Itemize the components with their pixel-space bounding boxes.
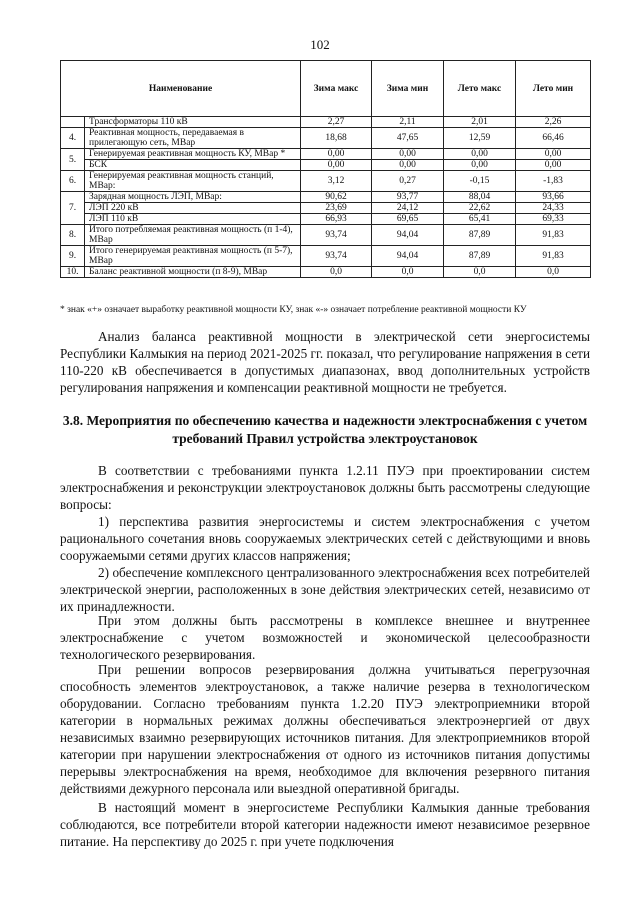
cell-value: 69,33 xyxy=(516,214,591,225)
cell-value: -0,15 xyxy=(444,171,516,192)
reactive-power-table xyxy=(60,60,591,278)
row-name: Зарядная мощность ЛЭП, МВар: xyxy=(85,192,301,203)
row-name: ЛЭП 220 кВ xyxy=(85,203,301,214)
table-row xyxy=(61,192,591,203)
body-paragraph: При этом должны быть рассмотрены в комплексе внешнее и внутреннее электроснабжение с учетом возможностей и экономической целесообразности технологического резервирования. xyxy=(60,613,590,662)
row-index: 8. xyxy=(61,225,85,246)
cell-value: 0,00 xyxy=(301,160,372,171)
cell-value: 12,59 xyxy=(444,128,516,149)
table-row xyxy=(61,225,591,246)
body-paragraph: При решении вопросов резервирования должна учитываться перегрузочная способность элементов электроустановок, а также наличие резерва в технологическом оборудовании. Согласно требованиям пункта 1.2.20 ПУЭ электроприемники второй категории в нормальных режимах должны обеспечиваться электроэнергией от двух независимых взаимно резервирующих источников питания. Для электроприемников второй категории при нарушении электроснабжения от одного из источников питания допустимы перерывы электроснабжения на время, необходимое для включения резервного питания действиями дежурного персонала или выездной оперативной бригады. xyxy=(60,662,590,796)
body-paragraph: 1) перспектива развития энергосистемы и систем электроснабжения с учетом рационального сочетания вновь сооружаемых электрических сетей с действующими и вновь сооружаемыми сетями других классов напряжения; xyxy=(60,514,590,563)
cell-value: 87,89 xyxy=(444,246,516,267)
col-header-winter-max: Зима макс xyxy=(301,61,372,117)
row-index: 4. xyxy=(61,128,85,149)
cell-value: 0,0 xyxy=(516,267,591,278)
row-index: 7. xyxy=(61,192,85,225)
table-footnote: * знак «+» означает выработку реактивной мощности КУ, знак «-» означает потребление реактивной мощности КУ xyxy=(60,305,527,315)
cell-value: 93,74 xyxy=(301,225,372,246)
cell-value: 0,00 xyxy=(372,160,444,171)
row-name: Генерируемая реактивная мощность станций, МВар: xyxy=(85,171,301,192)
cell-value: 0,00 xyxy=(516,160,591,171)
cell-value: 93,66 xyxy=(516,192,591,203)
cell-value: 0,00 xyxy=(444,149,516,160)
cell-value: 23,69 xyxy=(301,203,372,214)
cell-value: 24,33 xyxy=(516,203,591,214)
cell-value: 18,68 xyxy=(301,128,372,149)
row-name: Итого потребляемая реактивная мощность (п 1-4), МВар xyxy=(85,225,301,246)
analysis-paragraph: Анализ баланса реактивной мощности в электрической сети энергосистемы Республики Калмыкия на период 2021-2025 гг. показал, что регулирование напряжения в сети 110-220 кВ обеспечивается в допустимых диапазонах, ввод дополнительных устройств регулирования напряжения и компенсации реактивной мощности не требуется. xyxy=(60,329,590,395)
cell-value: 94,04 xyxy=(372,246,444,267)
cell-value: 0,27 xyxy=(372,171,444,192)
col-header-name: Наименование xyxy=(61,61,301,117)
body-paragraph: В настоящий момент в энергосистеме Республики Калмыкия данные требования соблюдаются, все потребители второй категории надежности имеют независимое резервное питание. На перспективу до 2025 г. при учете подключения xyxy=(60,800,590,849)
cell-value: 0,00 xyxy=(516,149,591,160)
cell-value: 0,00 xyxy=(372,149,444,160)
cell-value: 0,0 xyxy=(301,267,372,278)
row-name: Трансформаторы 110 кВ xyxy=(85,117,301,128)
row-name: ЛЭП 110 кВ xyxy=(85,214,301,225)
table-row xyxy=(61,214,591,225)
cell-value: 93,77 xyxy=(372,192,444,203)
row-name: Реактивная мощность, передаваемая в прилегающую сеть, МВар xyxy=(85,128,301,149)
cell-value: 2,27 xyxy=(301,117,372,128)
row-index: 10. xyxy=(61,267,85,278)
cell-value: 65,41 xyxy=(444,214,516,225)
table-row xyxy=(61,246,591,267)
cell-value: 90,62 xyxy=(301,192,372,203)
body-paragraph: 2) обеспечение комплексного централизованного электроснабжения всех потребителей электрической энергии, расположенных в зоне действия электрических сетей, независимо от их принадлежности. xyxy=(60,565,590,614)
cell-value: 66,46 xyxy=(516,128,591,149)
row-name: БСК xyxy=(85,160,301,171)
table-header-row xyxy=(61,61,591,117)
table-row xyxy=(61,128,591,149)
cell-value: 87,89 xyxy=(444,225,516,246)
cell-value: 69,65 xyxy=(372,214,444,225)
table-row xyxy=(61,171,591,192)
page-number: 102 xyxy=(310,37,330,52)
cell-value: 3,12 xyxy=(301,171,372,192)
cell-value: -1,83 xyxy=(516,171,591,192)
cell-value: 88,04 xyxy=(444,192,516,203)
table-row xyxy=(61,160,591,171)
body-paragraph: В соответствии с требованиями пункта 1.2.11 ПУЭ при проектировании систем электроснабжения и реконструкции электроустановок должны быть рассмотрены следующие вопросы: xyxy=(60,463,590,512)
table-row xyxy=(61,117,591,128)
row-index: 5. xyxy=(61,149,85,171)
row-name: Итого генерируемая реактивная мощность (п 5-7), МВар xyxy=(85,246,301,267)
cell-value: 91,83 xyxy=(516,225,591,246)
table-row xyxy=(61,203,591,214)
cell-value: 2,01 xyxy=(444,117,516,128)
cell-value: 47,65 xyxy=(372,128,444,149)
cell-value: 0,0 xyxy=(372,267,444,278)
cell-value: 2,11 xyxy=(372,117,444,128)
section-heading: 3.8. Мероприятия по обеспечению качества и надежности электроснабжения с учетом требований Правил устройства электроустановок xyxy=(62,413,588,446)
table-row xyxy=(61,149,591,160)
cell-value: 0,0 xyxy=(444,267,516,278)
cell-value: 94,04 xyxy=(372,225,444,246)
cell-value: 93,74 xyxy=(301,246,372,267)
cell-value: 2,26 xyxy=(516,117,591,128)
col-header-summer-max: Лето макс xyxy=(444,61,516,117)
col-header-summer-min: Лето мин xyxy=(516,61,591,117)
row-index xyxy=(61,117,85,128)
row-name: Генерируемая реактивная мощность КУ, МВар * xyxy=(85,149,301,160)
col-header-winter-min: Зима мин xyxy=(372,61,444,117)
row-index: 6. xyxy=(61,171,85,192)
cell-value: 91,83 xyxy=(516,246,591,267)
row-index: 9. xyxy=(61,246,85,267)
row-name: Баланс реактивной мощности (п 8-9), МВар xyxy=(85,267,301,278)
cell-value: 0,00 xyxy=(444,160,516,171)
cell-value: 22,62 xyxy=(444,203,516,214)
cell-value: 0,00 xyxy=(301,149,372,160)
table-row xyxy=(61,267,591,278)
cell-value: 24,12 xyxy=(372,203,444,214)
cell-value: 66,93 xyxy=(301,214,372,225)
